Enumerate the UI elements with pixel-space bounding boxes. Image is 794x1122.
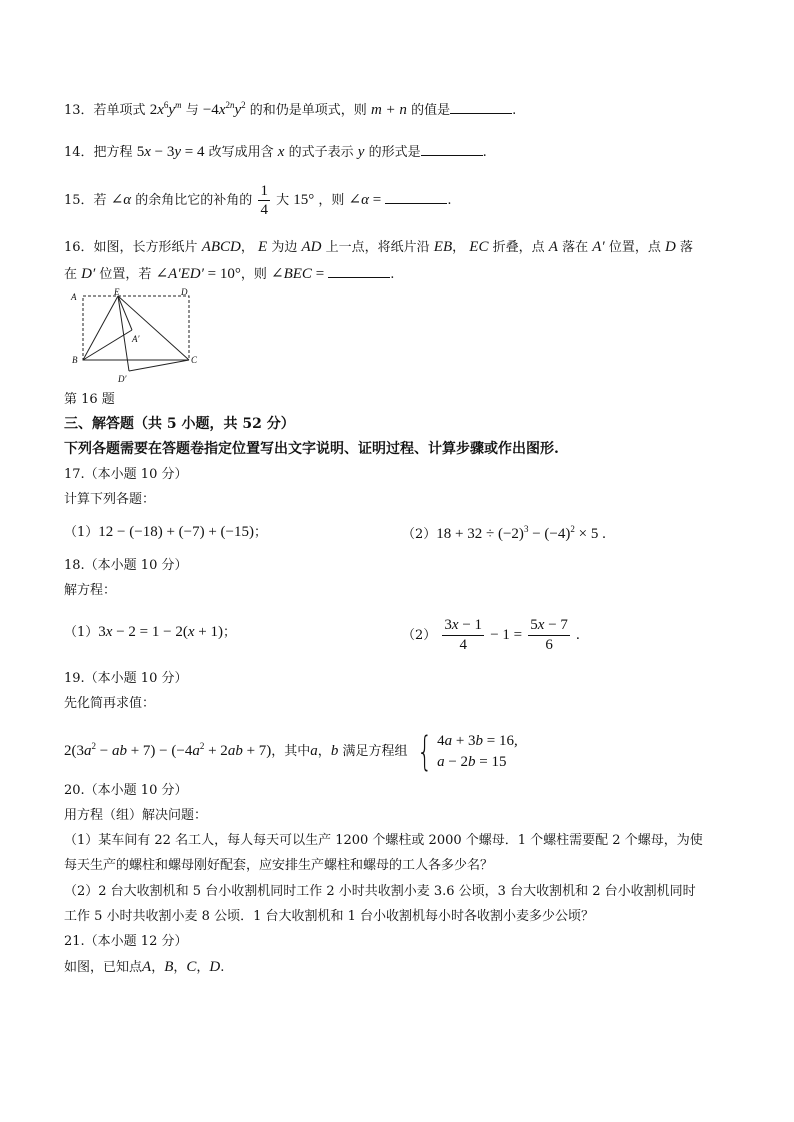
section-title: 三、解答题（共 5 小题，共 52 分）	[64, 416, 295, 432]
label-C: C	[191, 355, 198, 365]
label-A-prime: A′	[132, 334, 140, 344]
math-expr: m + n	[370, 102, 407, 118]
question-20-part2-line2: 工作 5 小时共收割小麦 8 公顷．1 台大收割机和 1 台小收割机每小时各收割小麦多少公顷？	[64, 909, 595, 924]
question-18-part2: （2） $\frac{3x - 1}{4}$ − 1 = $\frac{5x - 7}{6}$ .	[402, 616, 580, 653]
answer-blank[interactable]	[421, 142, 483, 156]
question-19-intro: 先化简再求值：	[64, 696, 156, 711]
label-E: E	[114, 287, 120, 297]
segment-d1c	[129, 360, 189, 371]
question-20-header: 20.（本小题 10 分）	[64, 783, 188, 798]
label-D-prime: D′	[118, 374, 127, 384]
question-16-line1: 16．如图，长方形纸片 ABCD， E 为边 AD 上一点，将纸片沿 EB， EC 折叠，点 A 落在 A′ 位置，点 D 落	[64, 239, 693, 255]
fraction: $\frac{1}{4}$	[260, 182, 268, 218]
answer-blank[interactable]	[385, 190, 447, 204]
question-20-part1-line2: 每天生产的螺柱和螺母刚好配套，应安排生产螺柱和螺母的工人各多少名？	[64, 858, 494, 873]
segment-a1b	[83, 330, 132, 360]
question-17-header: 17.（本小题 10 分）	[64, 467, 188, 482]
label-D: D	[181, 287, 188, 297]
system-brace: {	[416, 728, 432, 775]
math-expr: $-4x^{2n}y^2$	[202, 100, 246, 118]
question-15: 15．若 ∠α 的余角比它的补角的 $\frac{1}{4}$ 大 15° ，则 ∠α = .	[64, 182, 452, 218]
question-19-expression: $2(3a^2$ − ab + $7) - (-4a^2 + 2ab + 7)$，其中a，b 满足方程组 { 4a + 3b = 16, a − 2b = 15	[64, 728, 518, 775]
question-13: 13．若单项式 $2x^6y^m$ 与 $-4x^{2n}y^2$ 的和仍是单项式，则 m + n 的值是 .	[64, 100, 517, 118]
fraction: $\frac{5x - 7}{6}$	[530, 616, 568, 653]
question-17-intro: 计算下列各题：	[64, 492, 156, 507]
question-18-part1: （1）3x − 2 = 1 − 2(x + 1)；	[64, 624, 236, 640]
fraction: $\frac{3x - 1}{4}$	[444, 616, 483, 653]
question-20-part1-line1: （1）某车间有 22 名工人，每人每天可以生产 1200 个螺柱或 2000 个螺母．1 个螺柱需要配 2 个螺母，为使	[64, 833, 703, 848]
section-instruction: 下列各题需要在答题卷指定位置写出文字说明、证明过程、计算步骤或作出图形.	[64, 441, 559, 457]
question-18-intro: 解方程：	[64, 583, 117, 598]
question-17-part2: $(2)18 + 32 \div (-2)^3 - (-4)^2 \times 5$ .	[402, 524, 606, 542]
question-14: 14．把方程 5x − 3y = 4 改写成用含 x 的式子表示 y 的形式是 .	[64, 144, 487, 160]
figure-16	[66, 286, 206, 386]
figure-caption: 第 16 题	[64, 392, 115, 407]
label-A: A	[71, 292, 77, 302]
equation-system: 4a + 3b = 16, a − 2b = 15	[437, 733, 518, 770]
math-expr: $2x^6y^m$	[149, 100, 182, 118]
fold-line-eb	[83, 296, 118, 360]
question-19-header: 19.（本小题 10 分）	[64, 671, 188, 686]
question-16-line2: 在 D′ 位置，若 ∠A′ED′ = 10°，则 ∠BEC = .	[64, 266, 395, 282]
fold-line-ec	[118, 296, 189, 360]
question-20-intro: 用方程（组）解决问题：	[64, 808, 208, 823]
label-B: B	[72, 355, 78, 365]
question-21-intro: 如图，已知点A，B，C，D.	[64, 959, 225, 975]
question-18-header: 18.（本小题 10 分）	[64, 558, 188, 573]
answer-blank[interactable]	[328, 264, 390, 278]
question-21-header: 21.（本小题 12 分）	[64, 934, 188, 949]
math-expr: 5x − 3y = 4	[136, 144, 205, 160]
answer-blank[interactable]	[450, 100, 512, 114]
question-17-part1: （1）12 − (−18) + (−7) + (−15)；	[64, 524, 268, 540]
question-20-part2-line1: （2）2 台大收割机和 5 台小收割机同时工作 2 小时共收割小麦 3.6 公顷，3 台大收割机和 2 台小收割机同时	[64, 884, 696, 899]
